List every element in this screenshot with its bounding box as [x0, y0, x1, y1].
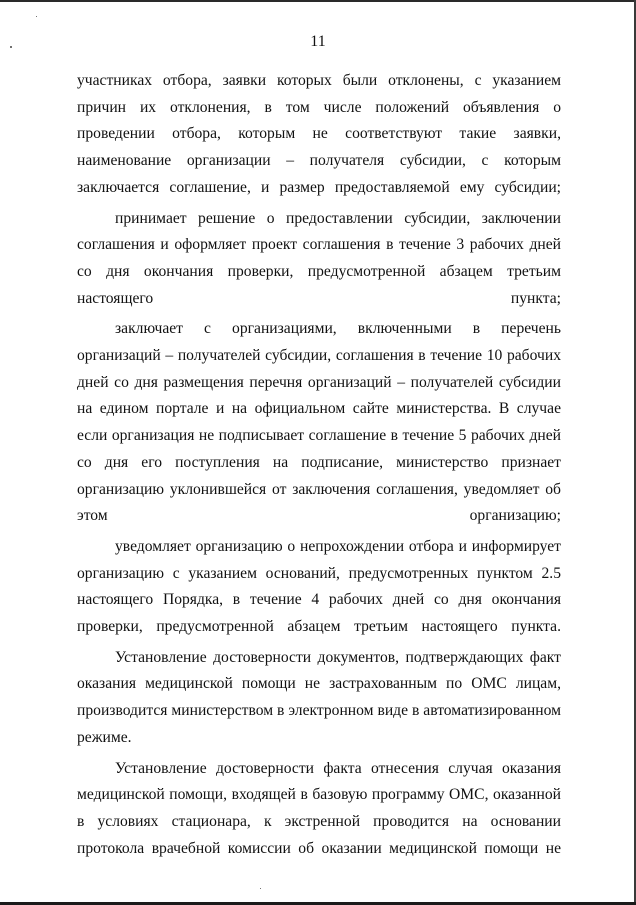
paragraph: уведомляет организацию о непрохождении отбора и информирует организацию с указанием оснований, предусмотренных пунктом 2.5 настоящего Порядка, в течение 4 рабочих дней со дня окончания проверки, предусмотренной абзацем третьим настоящего пункта. [77, 537, 561, 636]
scan-speck [260, 888, 261, 889]
paragraph: заключает с организациями, включенными в перечень организаций – получателей субсидии, соглашения в течение 10 рабочих дней со дня размещения перечня организаций – получателей субсидии на едином портале и на официальном сайте министерства. В случае если организация не подписывает соглашение в течение 5 рабочих дней со дня его поступления на подписание, министерство признает организацию уклонившейся от заключения соглашения, уведомляет об этом организацию; [77, 320, 561, 525]
paragraph: принимает решение о предоставлении субсидии, заключении соглашения и оформляет проект соглашения в течение 3 рабочих дней со дня окончания проверки, предусмотренной абзацем третьим настоящего пункта; [77, 209, 561, 307]
scan-edge-top [0, 0, 636, 2]
paragraph: Установление достоверности документов, подтверждающих факт оказания медицинской помощи не застрахованным по ОМС лицам, производится министерством в электронном виде в автоматизированном режиме. [77, 648, 561, 746]
page-number: 11 [310, 33, 326, 50]
document-body [77, 68, 561, 862]
paragraph: участниках отбора, заявки которых были отклонены, с указанием причин их отклонения, в том числе положений объявления о проведении отбора, которым не соответствуют такие заявки, наименование организации – получателя субсидии, с которым заключается соглашение, и размер предоставляемой ему субсидии; [77, 72, 561, 196]
paragraph: Установление достоверности факта отнесения случая оказания медицинской помощи, входящей в базовую программу ОМС, оказанной в условиях стационара, к экстренной проводится на основании протокола врачебной комиссии об оказании медицинской помощи не [77, 759, 561, 857]
scan-speck [36, 16, 37, 17]
